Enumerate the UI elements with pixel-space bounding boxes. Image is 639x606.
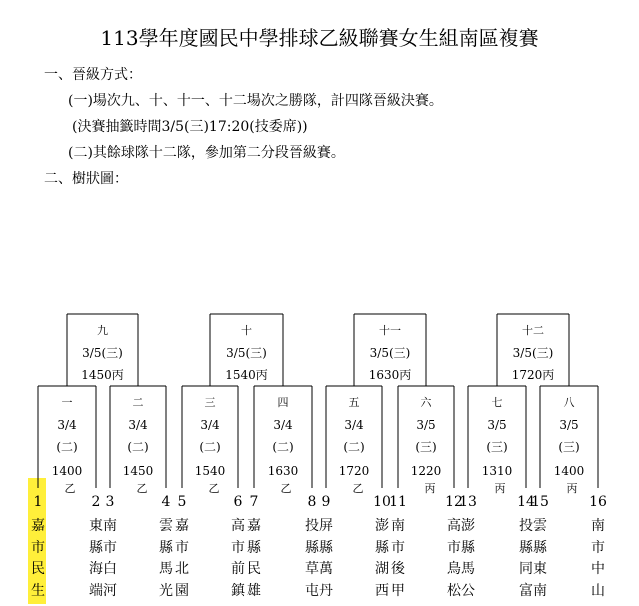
team-1-seed-number: 1 [33, 494, 43, 510]
round1-match-8-day: (三) [558, 440, 580, 454]
round2-match-1-time: 1450丙 [81, 368, 124, 382]
draw-time-note: (決賽抽籤時間3/5(三)17:20(技委席)) [72, 119, 308, 135]
team-name-char: 雲 [159, 518, 173, 534]
round1-match-4-day: (二) [272, 440, 294, 454]
round1-match-2-court: 乙 [136, 482, 148, 495]
team-8-seed-number: 8 [307, 494, 317, 510]
round1-match-4-number: 四 [277, 396, 289, 409]
team-10-seed-number: 10 [373, 494, 391, 510]
team-name-char: 屯 [305, 582, 319, 599]
round2-match-1-number: 九 [97, 324, 108, 337]
team-3-name [99, 516, 121, 602]
team-name-char: 市 [31, 539, 45, 556]
team-15-seed-number: 15 [531, 494, 549, 510]
team-name-char: 南 [533, 582, 547, 599]
team-2-seed-number: 2 [91, 494, 101, 510]
team-name-char: 富 [519, 582, 533, 599]
team-name-char: 嘉 [175, 518, 189, 534]
team-name-char: 草 [305, 561, 319, 577]
team-name-char: 高 [447, 518, 461, 534]
team-name-char: 松 [447, 582, 461, 599]
team-name-char: 公 [461, 582, 475, 599]
round1-match-3-day: (二) [199, 440, 221, 454]
team-7-seed-number: 7 [249, 494, 259, 510]
round1-match-3-court: 乙 [208, 482, 220, 495]
team-15-name [529, 516, 551, 602]
team-name-char: 縣 [305, 539, 319, 556]
team-name-char: 縣 [375, 539, 389, 556]
team-name-char: 市 [175, 539, 189, 556]
team-name-char: 南 [591, 518, 605, 534]
team-3-seed-number: 3 [105, 494, 115, 510]
team-5-name [171, 516, 193, 602]
team-name-char: 投 [305, 518, 319, 534]
team-7-name [243, 516, 265, 602]
section-bracket-heading: 二、樹狀圖： [44, 171, 128, 187]
round1-match-6-day: (三) [415, 440, 437, 454]
team-name-char: 民 [247, 561, 261, 577]
round1-match-8-date: 3/5 [559, 418, 579, 432]
team-11-seed-number: 11 [389, 494, 407, 510]
team-1-name [27, 516, 49, 602]
team-name-char: 澎 [375, 518, 389, 534]
round1-match-6-number: 六 [420, 396, 432, 409]
round1-match-5-number: 五 [348, 396, 360, 409]
round1-match-5-time: 1720 [338, 464, 370, 478]
round1-match-7-court: 丙 [494, 482, 506, 495]
team-9-name [315, 516, 337, 602]
team-9-seed-number: 9 [321, 494, 331, 510]
team-name-char: 萬 [319, 561, 333, 577]
round2-match-3-date: 3/5(三) [369, 346, 411, 360]
round1-match-8-time: 1400 [553, 464, 585, 478]
round1-match-5-court: 乙 [352, 482, 364, 495]
round1-match-1-day: (二) [56, 440, 78, 454]
team-name-char: 市 [231, 539, 245, 556]
round1-match-2-date: 3/4 [128, 418, 148, 432]
team-name-char: 市 [447, 539, 461, 556]
team-name-char: 縣 [89, 539, 103, 556]
round1-match-3-number: 三 [204, 396, 216, 409]
team-13-name [457, 516, 479, 602]
team-name-char: 丹 [319, 582, 333, 599]
round1-match-4-date: 3/4 [273, 418, 293, 432]
team-name-char: 南 [103, 518, 117, 534]
team-name-char: 鎮 [231, 582, 245, 599]
team-name-char: 雄 [247, 582, 261, 599]
round2-match-3-number: 十一 [379, 324, 401, 337]
team-name-char: 縣 [519, 539, 533, 556]
round1-match-7-day: (三) [486, 440, 508, 454]
round2-match-2-time: 1540丙 [225, 368, 268, 382]
round1-match-3-date: 3/4 [200, 418, 220, 432]
team-name-char: 縣 [159, 539, 173, 556]
round1-match-3-time: 1540 [194, 464, 226, 478]
round2-match-4-time: 1720丙 [511, 368, 555, 382]
team-name-char: 同 [519, 561, 533, 577]
team-16-seed-number: 16 [589, 494, 607, 510]
team-name-char: 海 [89, 561, 103, 577]
team-name-char: 河 [103, 582, 117, 599]
team-name-char: 馬 [461, 561, 475, 577]
team-name-char: 中 [591, 561, 605, 577]
team-name-char: 園 [175, 582, 189, 599]
round1-match-5-date: 3/4 [344, 418, 364, 432]
team-13-seed-number: 13 [459, 494, 477, 510]
team-name-char: 縣 [533, 539, 547, 556]
round1-match-7-date: 3/5 [487, 418, 507, 432]
team-11-name [387, 516, 409, 602]
round2-match-4-number: 十二 [522, 324, 544, 337]
round1-match-1-number: 一 [61, 396, 73, 409]
section-advancement-heading: 一、晉級方式： [44, 67, 142, 83]
team-name-char: 馬 [159, 561, 173, 577]
team-name-char: 東 [533, 561, 547, 577]
round1-match-4-time: 1630 [267, 464, 299, 478]
team-name-char: 南 [391, 518, 405, 534]
round1-match-1-date: 3/4 [57, 418, 77, 432]
team-name-char: 鳥 [447, 561, 461, 577]
team-name-char: 民 [31, 561, 45, 577]
round1-match-2-number: 二 [132, 396, 144, 409]
round1-match-8-number: 八 [563, 396, 575, 409]
advancement-rule-1: (一)場次九、十、十一、十二場次之勝隊，計四隊晉級決賽。 [68, 93, 443, 109]
round2-match-3-time: 1630丙 [368, 368, 412, 382]
team-12-seed-number: 12 [445, 494, 463, 510]
team-name-char: 市 [591, 539, 605, 556]
team-name-char: 後 [391, 561, 405, 577]
round1-match-7-time: 1310 [481, 464, 513, 478]
team-name-char: 東 [89, 518, 103, 534]
team-name-char: 縣 [319, 539, 333, 556]
round1-match-7-number: 七 [491, 396, 503, 409]
team-name-char: 嘉 [31, 518, 45, 534]
team-name-char: 前 [231, 561, 245, 577]
team-name-char: 市 [103, 539, 117, 556]
round2-match-4-date: 3/5(三) [512, 346, 554, 360]
team-name-char: 雲 [533, 518, 547, 534]
round1-match-8-court: 丙 [566, 482, 578, 495]
round1-match-1-time: 1400 [51, 464, 83, 478]
team-name-char: 光 [159, 582, 173, 599]
team-16-name [587, 516, 609, 602]
round2-match-1-date: 3/5(三) [82, 346, 123, 360]
team-4-seed-number: 4 [161, 494, 171, 510]
team-name-char: 端 [89, 582, 103, 599]
team-name-char: 澎 [461, 518, 475, 534]
team-name-char: 湖 [375, 561, 389, 577]
advancement-rule-2: (二)其餘球隊十二隊，參加第二分段晉級賽。 [68, 145, 345, 161]
round1-match-2-day: (二) [127, 440, 149, 454]
team-name-char: 市 [391, 539, 405, 556]
round1-match-6-court: 丙 [424, 482, 436, 495]
team-name-char: 甲 [391, 582, 405, 599]
round1-match-6-date: 3/5 [416, 418, 436, 432]
round1-match-5-day: (二) [343, 440, 365, 454]
page-title: 113學年度國民中學排球乙級聯賽女生組南區複賽 [100, 26, 539, 50]
team-name-char: 北 [175, 561, 189, 577]
team-name-char: 縣 [247, 539, 261, 556]
team-6-seed-number: 6 [233, 494, 243, 510]
team-name-char: 生 [31, 582, 45, 599]
round1-match-4-court: 乙 [280, 482, 292, 495]
team-name-char: 西 [375, 582, 389, 599]
round1-match-2-time: 1450 [122, 464, 154, 478]
team-5-seed-number: 5 [177, 494, 187, 510]
team-name-char: 嘉 [247, 518, 261, 534]
team-14-seed-number: 14 [517, 494, 535, 510]
round2-match-2-date: 3/5(三) [226, 346, 267, 360]
team-name-char: 縣 [461, 539, 475, 556]
team-name-char: 白 [103, 561, 117, 577]
team-name-char: 山 [591, 582, 605, 599]
team-name-char: 投 [519, 518, 533, 534]
round1-match-6-time: 1220 [410, 464, 442, 478]
team-name-char: 屏 [319, 518, 333, 534]
round2-match-2-number: 十 [241, 324, 252, 337]
round1-match-1-court: 乙 [64, 482, 76, 495]
team-name-char: 高 [231, 518, 245, 534]
